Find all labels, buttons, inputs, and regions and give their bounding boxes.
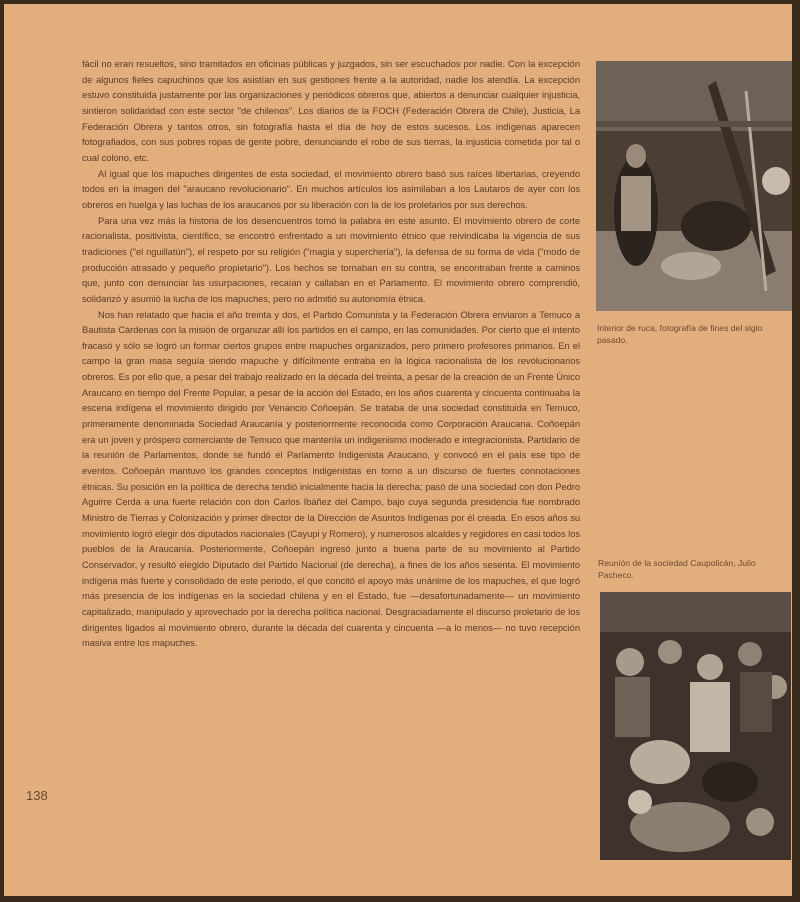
body-text-column [82, 56, 580, 651]
photo-caption: Interior de ruca, fotografía de fines del siglo pasado. [597, 323, 763, 345]
photo-sociedad-meeting [600, 592, 791, 860]
page-number: 138 [26, 788, 48, 803]
paragraph: Para una vez más la historia de los desencuentros tomó la palabra en este asunto. El movimiento obrero de corte racionalista, positivista, científico, se encontró enfrentado a un movimiento étnico que reivindicaba la vigencia de sus tradiciones ("el nguillatún"), el respeto por su religión ("magia y superchería"), la defensa de su forma de vida ("modo de producción atrasado y pequeño propietario"). Los hechos se tornaban en su contra, se encontraban frente a caminos que, junto con denunciar las usurpaciones, recaían y callaban en el Parlamento. El movimiento obrero comprendió, solidarizó y asumió la lucha de los mapuches, pero no admitió su autonomía étnica. [82, 214, 580, 304]
paragraph: Nos han relatado que hacia el año treinta y dos, el Partido Comunista y la Federación Obrera enviaron a Temuco a Bautista Cárdenas con la misión de organizar allí los partidos en el campo, en las comunidades. Por cierto que el intento fracasó y sólo se logró un formar ciertos grupos entre mapuches organizados, pero primero profesores primarios. En el campo la gran masa seguía siendo mapuche y difícilmente entraba en la lógica racionalista de los revolucionarios obreros. Es por ello que, a pesar del trabajo realizado en la década del treinta, a pesar de la creación de un Frente Único Araucano en tiempo del Frente Popular, a pesar de la acción del Estado, en los años cuarenta y cincuenta continuaba la escena indígena el movimiento dirigido por Venancio Coñoepán. Se trataba de una sociedad constituida en Temuco, primeramente denominada Sociedad Araucanía y posteriormente reconocida como Corporación Araucana. Coñoepán era un joven y próspero comerciante de Temuco que mantenía un indigenismo moderado e integracionista. Partidario de la reunión de Parlamentos, donde se fundó el Parlamento Indigenista Araucano, y convocó en el país ese tipo de eventos. Coñoepán mantuvo los grandes conceptos indigenistas en torno a un discurso de fuertes connotaciones étnicas. Su posición en la política de derecha tendió inicialmente hacia la derecha; pasó de una sociedad con don Pedro Aguirre Cerda a una fuerte relación con don Carlos Ibáñez del Campo, bajo cuya segunda presidencia fue nombrado Ministro de Tierras y Colonización y primer director de la Dirección de Asuntos Indígenas por él creada. En esos años su movimiento logró elegir dos diputados nacionales (Cayupi y Romero), y numerosos alcaldes y regidores en casi todos los pueblos de la Araucanía. Posteriormente, Coñoepán ingresó junto a buena parte de su movimiento al Partido Conservador, y resultó elegido Diputado del Partido Nacional (de derecha), a fines de los años sesenta. El movimiento indígena más fuerte y consolidado de este periodo, el que concitó el apoyo más unánime de los mapuches, el que logró más presencia de los indígenas en la sociedad chilena y en el Estado, fue —desafortunadamente— un movimiento capitalizado, manipulado y aprovechado por la derecha política nacional. Desgraciadamente el discurso proletario de los dirigentes ligados al movimiento obrero, durante la década del cuarenta y cincuenta —a lo menos— no tuvo recepción masiva entre los mapuches. [82, 308, 580, 649]
paragraph: Al igual que los mapuches dirigentes de esta sociedad, el movimiento obrero basó sus raíces libertarias, creyendo todos en la imagen del "araucano revolucionario". En muchos artículos los asimilaban a los Lautaros de ayer con los obreros en huelga y las luchas de los araucanos por su liberación con la de los proletarios por sus derechos. [82, 167, 580, 210]
paragraph: fácil no eran resueltos, sino tramitados en oficinas públicas y juzgados, sin ser escuchados por nadie. Con la excepción de algunos fieles capuchinos que los asistían en sus gestiones frente a la autoridad, nadie los atendía. La excepción estuvo constituida justamente por las organizaciones y periódicos obreros que, abiertos a denunciar cualquier injusticia, sintieron solidaridad con este sector "de chilenos". Los diarios de la FOCH (Federación Obrera de Chile), Justicia, La Federación Obrera y tantos otros, sin fotografía hasta el día de hoy de estos sucesos. Los indígenas aparecen fotografiados, con sus pobres ropas de gente pobre, denunciando el robo de sus tierras, la injusticia cometida por tal o cual colono, etc. [82, 58, 580, 163]
document-page [4, 4, 792, 896]
photo-ruca-interior [596, 61, 792, 311]
photo-caption: Reunión de la sociedad Caupolicán, Julio Pacheco. [598, 558, 756, 580]
